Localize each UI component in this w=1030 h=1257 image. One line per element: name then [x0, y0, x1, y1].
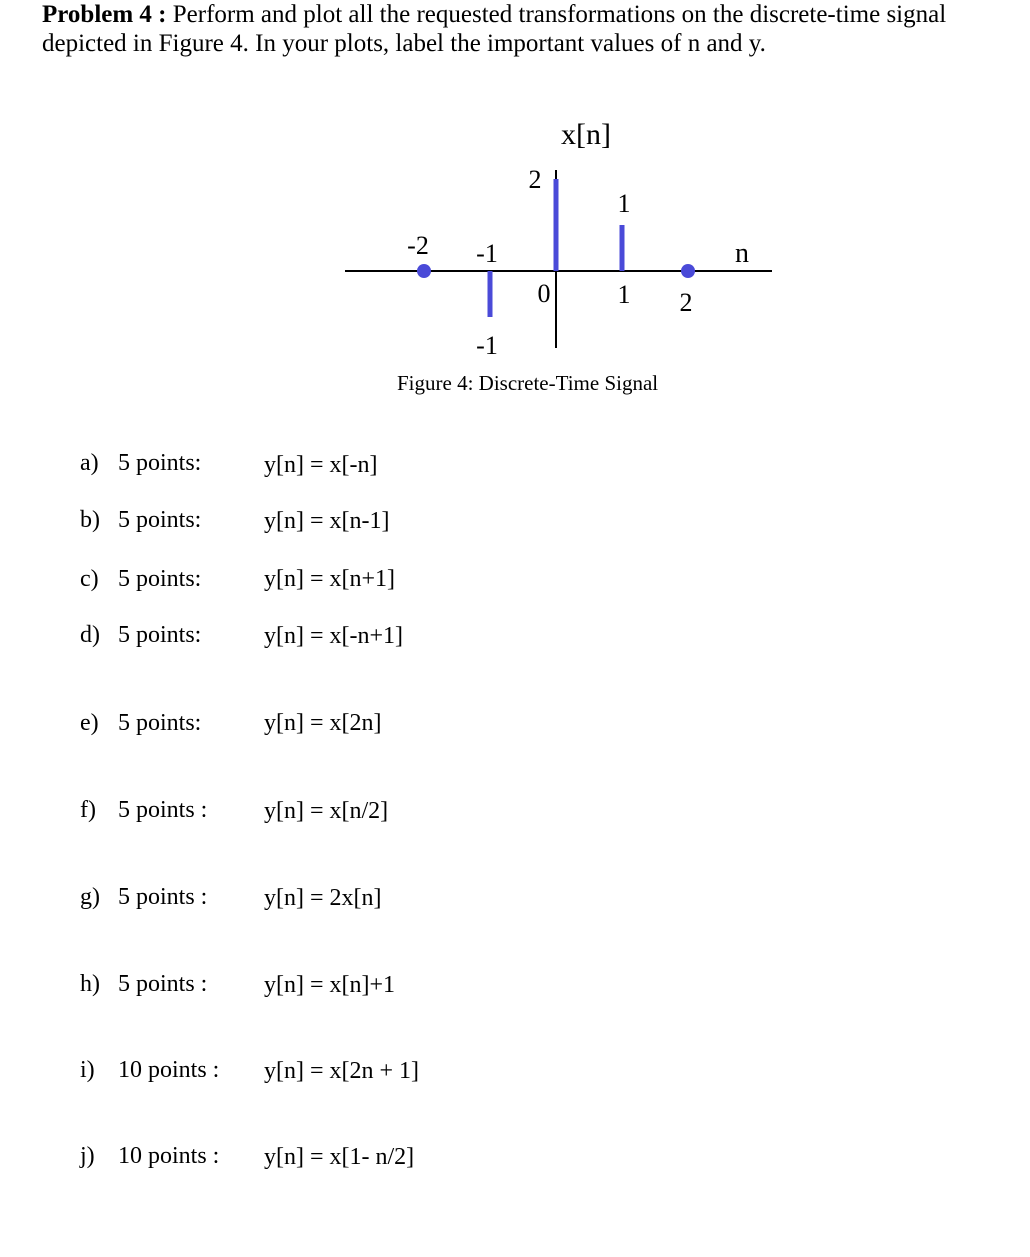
equation-j: y[n] = x[1- n/2]	[264, 1144, 415, 1170]
tick-label-n-0: 0	[537, 279, 551, 308]
tick-label-n-minus2: -2	[407, 231, 429, 260]
problem-heading: Problem 4 :	[42, 1, 167, 28]
equation-d: y[n] = x[-n+1]	[264, 623, 404, 649]
item-label: j)	[80, 1143, 95, 1169]
equation-e: y[n] = x[2n]	[264, 710, 382, 736]
item-b	[80, 507, 201, 534]
equation-c: y[n] = x[n+1]	[264, 566, 396, 592]
equation-g: y[n] = 2x[n]	[264, 885, 382, 911]
item-i	[80, 1057, 219, 1084]
equation-a: y[n] = x[-n]	[264, 452, 378, 478]
item-points: 5 points:	[118, 622, 202, 648]
value-label-minus1: -1	[476, 331, 498, 360]
tick-label-n-minus1: -1	[476, 239, 498, 268]
item-label: g)	[80, 884, 100, 910]
equation-i: y[n] = x[2n + 1]	[264, 1058, 420, 1084]
item-a	[80, 450, 201, 477]
stem-point-n-2	[417, 264, 431, 278]
item-label: f)	[80, 797, 96, 823]
tick-label-n-2: 2	[679, 288, 693, 317]
item-label: a)	[80, 450, 99, 476]
item-label: d)	[80, 622, 100, 648]
axis-label-n: n	[735, 238, 749, 269]
figure-caption: Figure 4: Discrete-Time Signal	[397, 371, 659, 395]
item-points: 5 points:	[118, 507, 202, 533]
signal-figure	[0, 0, 1030, 420]
value-label-2: 2	[528, 165, 542, 194]
item-h	[80, 971, 207, 998]
item-d	[80, 622, 201, 649]
item-f	[80, 797, 207, 824]
item-label: i)	[80, 1057, 95, 1083]
item-points: 5 points :	[118, 797, 208, 823]
signal-label: x[n]	[561, 118, 611, 151]
item-points: 5 points :	[118, 971, 208, 997]
item-g	[80, 884, 207, 911]
item-j	[80, 1143, 219, 1170]
item-label: c)	[80, 566, 99, 592]
item-points: 5 points:	[118, 566, 202, 592]
item-label: b)	[80, 507, 100, 533]
equation-f: y[n] = x[n/2]	[264, 798, 389, 824]
value-label-1: 1	[617, 189, 631, 218]
item-label: h)	[80, 971, 100, 997]
item-points: 5 points:	[118, 710, 202, 736]
problem-text: Perform and plot all the requested transformations on the discrete-time signal depicted in Figure 4. In your plots, label the important values of n and y.	[42, 1, 947, 57]
item-points: 10 points :	[118, 1057, 220, 1083]
item-points: 5 points:	[118, 450, 202, 476]
item-points: 10 points :	[118, 1143, 220, 1169]
equation-h: y[n] = x[n]+1	[264, 972, 396, 998]
item-e	[80, 710, 201, 737]
equation-b: y[n] = x[n-1]	[264, 508, 390, 534]
stem-point-n2	[681, 264, 695, 278]
item-points: 5 points :	[118, 884, 208, 910]
tick-label-n-1: 1	[617, 280, 631, 309]
item-c	[80, 566, 201, 593]
item-label: e)	[80, 710, 99, 736]
